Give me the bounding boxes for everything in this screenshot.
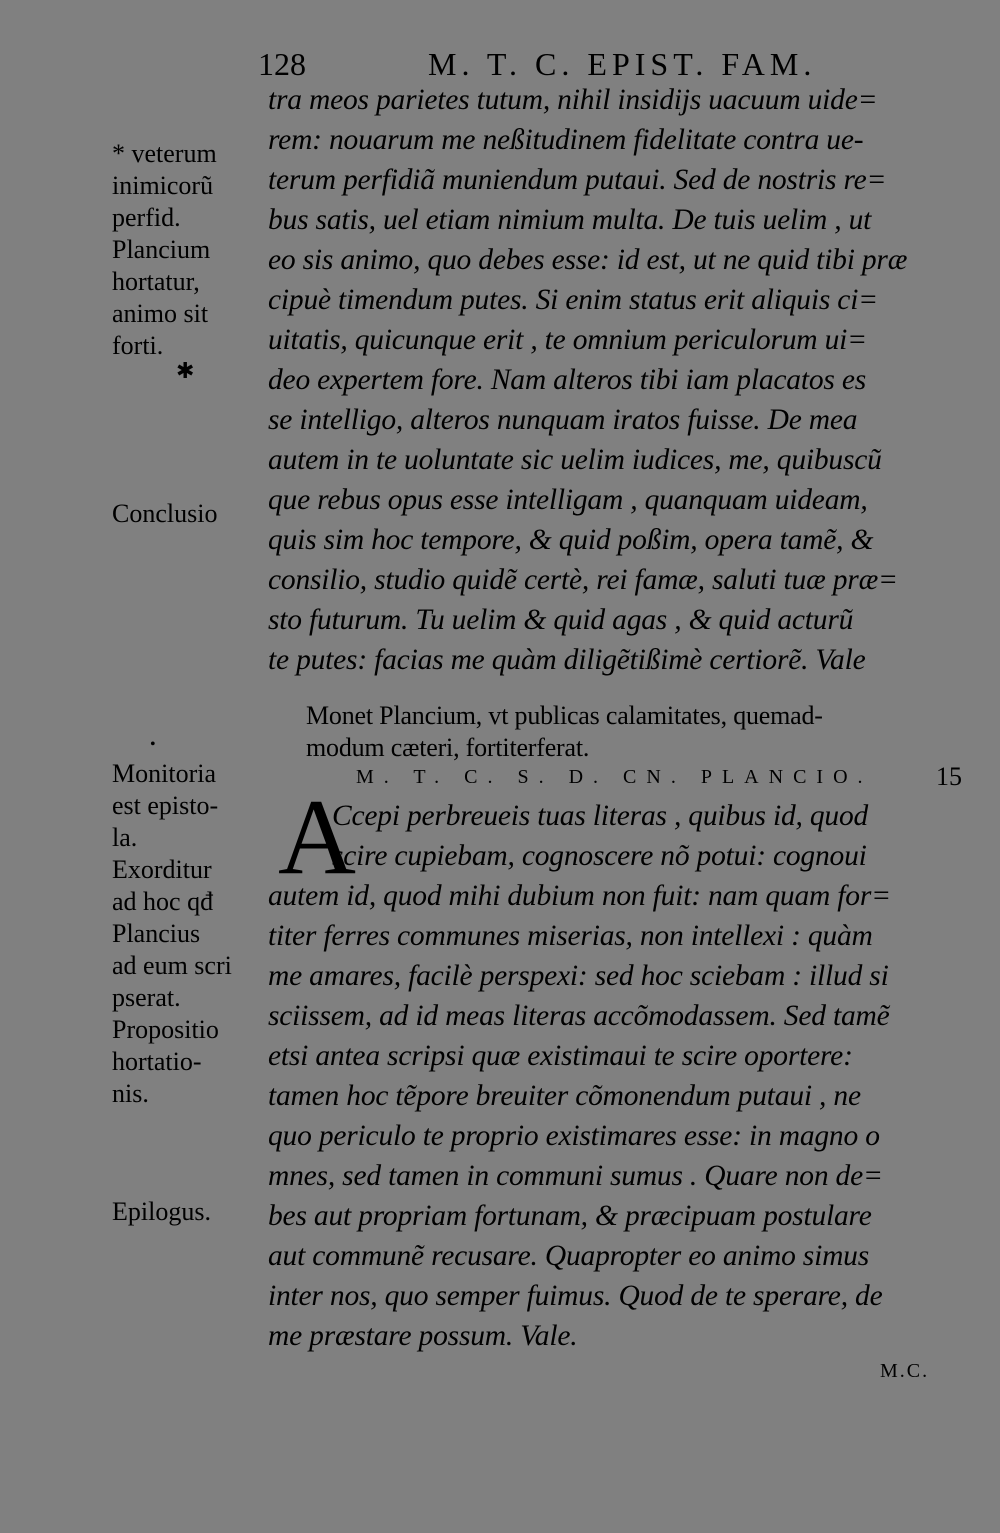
page-number: 128: [258, 46, 306, 82]
margin-line: Monitoria: [112, 759, 216, 788]
margin-line: est episto-: [112, 791, 219, 820]
text-line: tra meos parietes tutum, nihil insidijs uacuum uide=: [268, 84, 878, 116]
argument-line: Monet Plancium, vt publicas calamitates, quemad-: [306, 701, 823, 730]
margin-line: Epilogus.: [112, 1197, 211, 1226]
margin-line: perfid.: [112, 203, 181, 232]
margin-line: la.: [112, 823, 138, 852]
text-line: bus satis, uel etiam nimium multa. De tuis uelim , ut: [268, 204, 872, 236]
margin-line: inimicorũ: [112, 171, 214, 200]
drop-cap: A: [278, 778, 356, 897]
text-line: uitatis, quicunque erit , te omnium periculorum ui=: [268, 324, 867, 356]
margin-note-2: [112, 498, 262, 530]
margin-line: ad hoc qđ: [112, 887, 214, 916]
text-line: autem id, quod mihi dubium non fuit: nam quam for=: [268, 880, 891, 912]
text-line: rem: nouarum me neßitudinem fidelitate contra ue-: [268, 124, 864, 156]
text-line: me amares, facilè perspexi: sed hoc sciebam : illud si: [268, 960, 889, 992]
letter-argument: [306, 700, 986, 764]
text-line: mnes, sed tamen in communi sumus . Quare non de=: [268, 1160, 883, 1192]
margin-line: Plancius: [112, 919, 201, 948]
text-line: que rebus opus esse intelligam , quanquam uideam,: [268, 484, 868, 516]
text-line: se intelligo, alteros nunquam iratos fuisse. De mea: [268, 404, 858, 436]
text-line: quis sim hoc tempore, & quid poßim, opera tamẽ, &: [268, 524, 874, 556]
text-line: me præstare possum. Vale.: [268, 1320, 578, 1352]
text-line: Ccepi perbreueis tuas literas , quibus id, quod: [332, 800, 869, 832]
margin-line: hortatio-: [112, 1047, 202, 1076]
text-line: cipuè timendum putes. Si enim status erit aliquis ci=: [268, 284, 878, 316]
salutation-heading: [356, 762, 976, 796]
text-line: inter nos, quo semper fuimus. Quod de te sperare, de: [268, 1280, 883, 1312]
catchword: M.C.: [880, 1360, 930, 1382]
text-line: autem in te uoluntate sic uelim iudices, me, quibuscũ: [268, 444, 882, 476]
text-line: sciissem, ad id meas literas accõmodassem. Sed tamẽ: [268, 1000, 890, 1032]
dot-mark-icon: •: [150, 736, 156, 753]
margin-note-1: [112, 138, 262, 362]
text-line: titer ferres communes miserias, non intellexi : quàm: [268, 920, 873, 952]
margin-line: hortatur,: [112, 267, 200, 296]
text-line: consilio, studio quidẽ certè, rei famæ, saluti tuæ præ=: [268, 564, 898, 596]
running-title: M. T. C. EPIST. FAM.: [428, 46, 817, 82]
margin-line: forti.: [112, 331, 164, 360]
text-line: deo expertem fore. Nam alteros tibi iam placatos es: [268, 364, 867, 396]
margin-line: Exorditur: [112, 855, 212, 884]
text-line: aut communẽ recusare. Quapropter eo animo simus: [268, 1240, 870, 1272]
text-line: terum perfidiã muniendum putaui. Sed de nostris re=: [268, 164, 887, 196]
text-line: bes aut propriam fortunam, & præcipuam postulare: [268, 1200, 872, 1232]
text-line: te putes: facias me quàm diligẽtißimè certiorẽ. Vale: [268, 644, 866, 676]
text-line: quo periculo te proprio existimares esse: in magno o: [268, 1120, 880, 1152]
margin-note-4: [112, 1196, 262, 1228]
text-line: scire cupiebam, cognoscere nõ potui: cognoui: [332, 840, 867, 872]
text-line: etsi antea scripsi quæ existimaui te scire oportere:: [268, 1040, 853, 1072]
margin-line: animo sit: [112, 299, 209, 328]
text-line: sto futurum. Tu uelim & quid agas , & quid acturũ: [268, 604, 854, 636]
margin-line: pserat.: [112, 983, 181, 1012]
asterisk-mark-icon: ✱: [176, 358, 195, 383]
salutation-text: M. T. C. S. D. CN. PLANCIO.: [356, 766, 873, 788]
margin-line: Propositio: [112, 1015, 219, 1044]
argument-line: modum cæteri, fortiterferat.: [306, 733, 590, 762]
letter-number: 15: [936, 762, 962, 791]
running-head: [258, 46, 978, 82]
text-line: tamen hoc tẽpore breuiter cõmonendum putaui , ne: [268, 1080, 861, 1112]
letter-2-text: [268, 796, 973, 1356]
margin-line: Conclusio: [112, 499, 218, 528]
margin-line: Plancium: [112, 235, 211, 264]
margin-line: nis.: [112, 1079, 149, 1108]
margin-line: ad eum scri: [112, 951, 232, 980]
margin-line: * veterum: [112, 139, 217, 168]
text-line: eo sis animo, quo debes esse: id est, ut ne quid tibi præ: [268, 244, 908, 276]
letter-1-text: [268, 80, 973, 680]
margin-note-3: [112, 758, 262, 1110]
